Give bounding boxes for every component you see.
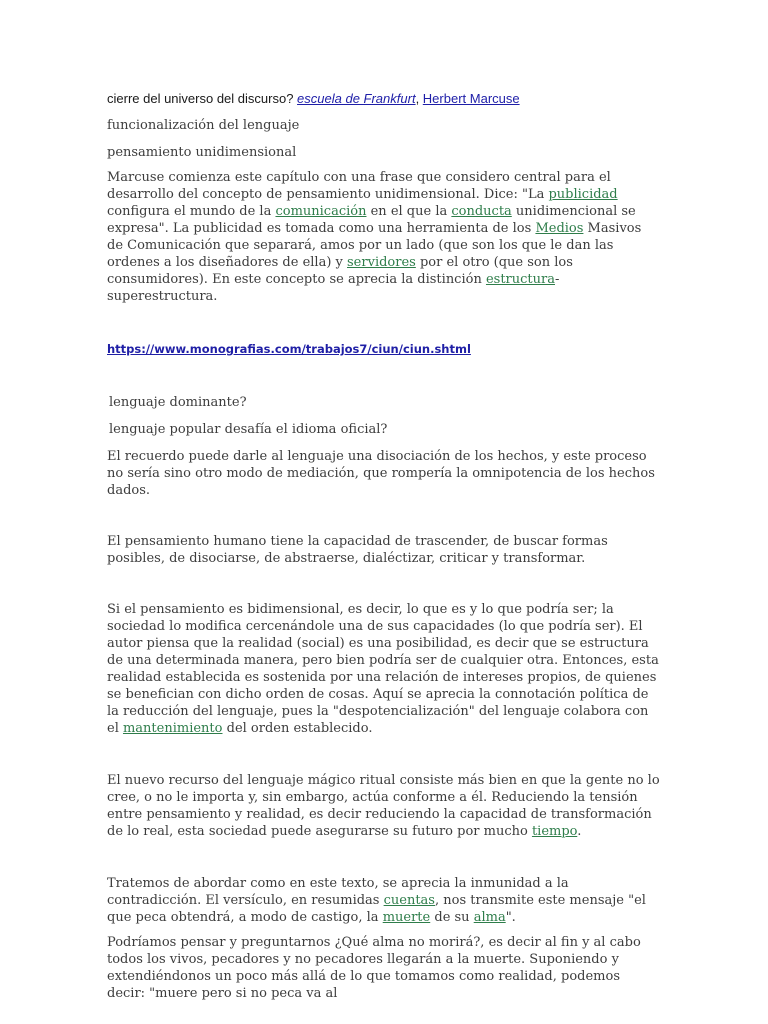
text-run: en el que la (366, 204, 452, 219)
header-text: cierre del universo del discurso? (107, 91, 298, 106)
link-muerte[interactable]: muerte (382, 910, 431, 925)
link-conducta[interactable]: conducta (451, 204, 512, 219)
text-run: unidimencional se expresa". La publicidad es tomada como una herramienta de los (107, 204, 636, 236)
text-run: -superestructura. (107, 272, 560, 304)
link-escuela-de-frankfurt[interactable]: escuela de Frankfurt (297, 91, 416, 106)
paragraph-lenguaje-magico (107, 772, 660, 840)
link-source-url[interactable]: https://www.monografias.com/trabajos7/ciun/ciun.shtml (107, 342, 471, 356)
text-run: Masivos de Comunicación que separará, amos por un lado (que son los que le dan las ordenes a los diseñadores de ella) y (107, 221, 642, 270)
link-alma[interactable]: alma (473, 910, 506, 925)
text-run: de su (430, 910, 474, 925)
text-run: ". (505, 910, 516, 925)
source-url-line (107, 341, 660, 358)
topic-funcionalizacion: funcionalización del lenguaje (107, 118, 300, 133)
paragraph-bidimensional (107, 601, 660, 737)
link-comunicacion[interactable]: comunicación (275, 204, 367, 219)
header-line (107, 90, 660, 107)
text-run: Marcuse comienza este capítulo con una frase que considero central para el desarrollo del concepto de pensamiento unidimensional. Dice: "La (107, 170, 611, 202)
text-run: . (577, 824, 582, 839)
paragraph-recuerdo: El recuerdo puede darle al lenguaje una disociación de los hechos, y este proceso no sería sino otro modo de mediación, que rompería la omnipotencia de los hechos dados. (107, 449, 655, 498)
text-run: Tratemos de abordar como en este texto, se aprecia la inmunidad a la contradicción. El versículo, en resumidas (107, 876, 569, 908)
paragraph-alma-no-morira: Podríamos pensar y preguntarnos ¿Qué alma no morirá?, es decir al fin y al cabo todos los vivos, pecadores y no pecadores llegarán a la muerte. Suponiendo y extendiéndonos un poco más allá de lo que tomamos como realidad, podemos decir: "muere pero si no peca va al (107, 935, 641, 1001)
text-run: Si el pensamiento es bidimensional, es decir, lo que es y lo que podría ser; la sociedad lo modifica cercenándole una de sus capacidades (lo que podría ser). El autor piensa que la realidad (social) es una posibilidad, es decir que se estructura de una determinada manera, pero bien podría ser de cualquier otra. Entonces, esta realidad establecida es sostenida por una relación de intereses propios, de quienes se benefician con dicho orden de cosas. Aquí se aprecia la connotación política de la reducción del lenguaje, pues la "despotencialización" del lenguaje colabora con el (107, 602, 659, 736)
paragraph-marcuse (107, 169, 660, 305)
topic-pensamiento-unidimensional: pensamiento unidimensional (107, 145, 297, 160)
text-run: del orden establecido. (222, 721, 373, 736)
link-herbert-marcuse[interactable]: Herbert Marcuse (422, 91, 520, 106)
link-estructura[interactable]: estructura (485, 272, 555, 287)
link-cuentas[interactable]: cuentas (383, 893, 435, 908)
document-body (107, 90, 660, 1002)
text-run: por el otro (que son los consumidores). En este concepto se aprecia la distinción (107, 255, 573, 287)
paragraph-pensamiento-humano: El pensamiento humano tiene la capacidad de trascender, de buscar formas posibles, de disociarse, de abstraerse, dialéctizar, criticar y transformar. (107, 534, 608, 566)
link-publicidad[interactable]: publicidad (548, 187, 618, 202)
text-run: El nuevo recurso del lenguaje mágico ritual consiste más bien en que la gente no lo cree, o no le importa y, sin embargo, actúa conforme a él. Reduciendo la tensión entre pensamiento y realidad, es decir reduciendo la capacidad de transformación de lo real, esta sociedad puede asegurarse su futuro por mucho (107, 773, 660, 839)
link-servidores[interactable]: servidores (347, 255, 416, 270)
question-lenguaje-dominante: lenguaje dominante? (109, 395, 247, 410)
link-tiempo[interactable]: tiempo (531, 824, 578, 839)
header-separator: , (415, 91, 423, 106)
paragraph-contradiccion (107, 875, 660, 926)
question-lenguaje-popular: lenguaje popular desafía el idioma oficial? (109, 422, 388, 437)
link-medios[interactable]: Medios (535, 221, 584, 236)
link-mantenimiento[interactable]: mantenimiento (122, 721, 223, 736)
text-run: configura el mundo de la (107, 204, 276, 219)
text-run: , nos transmite este mensaje "el que peca obtendrá, a modo de castigo, la (107, 893, 646, 925)
